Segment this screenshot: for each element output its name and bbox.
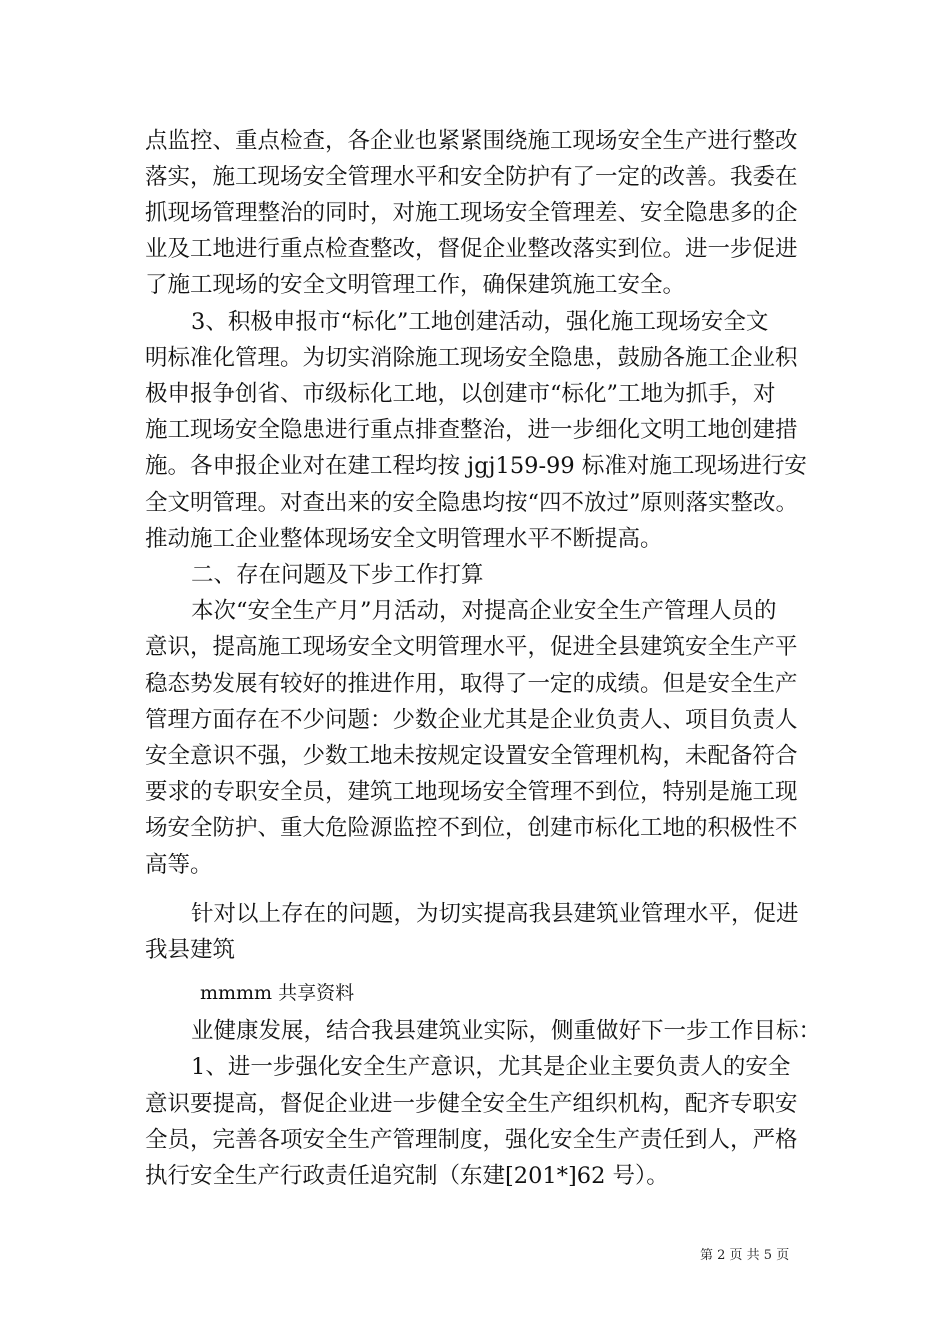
text-line: 了施工现场的安全文明管理工作，确保建筑施工安全。 [145, 272, 686, 298]
text-line: 业及工地进行重点检查整改，督促企业整改落实到位。进一步促进 [145, 236, 798, 262]
paragraph-start: 本次“安全生产月”月活动，对提高企业安全生产管理人员的 [191, 598, 777, 624]
text-line: 要求的专职安全员，建筑工地现场安全管理不到位，特别是施工现 [145, 779, 798, 805]
page-number: 第 2 页 共 5 页 [700, 1248, 790, 1263]
text-line: 意识，提高施工现场安全文明管理水平，促进全县建筑安全生产平 [145, 634, 798, 660]
text-line: 点监控、重点检查，各企业也紧紧围绕施工现场安全生产进行整改 [145, 128, 798, 154]
text-line: 施。各申报企业对在建工程均按 jgj159-99 标准对施工现场进行安 [145, 453, 807, 479]
text-line: 执行安全生产行政责任追究制（东建[201*]62 号）。 [145, 1163, 669, 1189]
text-line: 抓现场管理整治的同时，对施工现场安全管理差、安全隐患多的企 [145, 200, 798, 226]
text-line: 高等。 [145, 852, 213, 878]
text-line: 安全意识不强，少数工地未按规定设置安全管理机构，未配备符合 [145, 743, 798, 769]
text-line: 落实，施工现场安全管理水平和安全防护有了一定的改善。我委在 [145, 164, 798, 190]
paragraph-start: 针对以上存在的问题，为切实提高我县建筑业管理水平，促进 [191, 901, 799, 927]
text-line: 意识要提高，督促企业进一步健全安全生产组织机构，配齐专职安 [145, 1091, 798, 1117]
text-line: 施工现场安全隐患进行重点排查整治，进一步细化文明工地创建措 [145, 417, 798, 443]
text-line: 场安全防护、重大危险源监控不到位，创建市标化工地的积极性不 [145, 815, 798, 841]
text-line: 推动施工企业整体现场安全文明管理水平不断提高。 [145, 526, 663, 552]
text-line: 明标准化管理。为切实消除施工现场安全隐患，鼓励各施工企业积 [145, 345, 798, 371]
paragraph-start: 3、积极申报市“标化”工地创建活动，强化施工现场安全文 [191, 309, 769, 335]
text-line: 极申报争创省、市级标化工地，以创建市“标化”工地为抓手，对 [145, 381, 776, 407]
text-line: 我县建筑 [145, 937, 236, 963]
section-heading: 二、存在问题及下步工作打算 [191, 562, 484, 588]
watermark-note: mmmm 共享资料 [200, 982, 355, 1004]
text-line: 全员，完善各项安全生产管理制度，强化安全生产责任到人，严格 [145, 1127, 798, 1153]
text-line: 业健康发展，结合我县建筑业实际，侧重做好下一步工作目标： [191, 1018, 822, 1044]
text-line: 管理方面存在不少问题：少数企业尤其是企业负责人、项目负责人 [145, 707, 798, 733]
text-line: 全文明管理。对查出来的安全隐患均按“四不放过”原则落实整改。 [145, 490, 799, 516]
text-line: 稳态势发展有较好的推进作用，取得了一定的成绩。但是安全生产 [145, 671, 798, 697]
paragraph-start: 1、进一步强化安全生产意识，尤其是企业主要负责人的安全 [191, 1054, 791, 1080]
